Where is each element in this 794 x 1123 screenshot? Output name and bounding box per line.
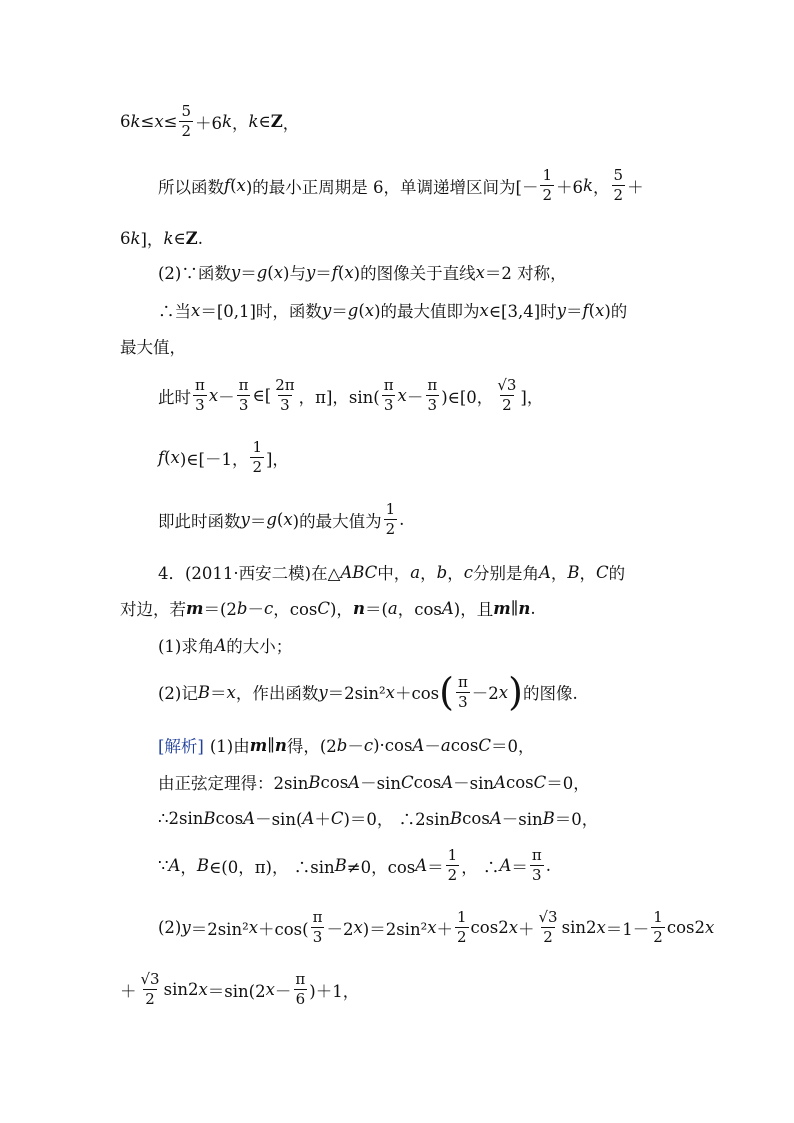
text: cos — [320, 772, 349, 792]
text: －2 — [471, 684, 499, 703]
text: 此时 — [158, 387, 191, 407]
denominator: 3 — [312, 928, 323, 946]
var: c — [363, 735, 374, 755]
text: ≤ — [140, 112, 155, 131]
text: ＝1－ — [605, 919, 650, 939]
fraction — [237, 378, 251, 413]
fraction — [425, 378, 439, 413]
var: x — [344, 262, 354, 282]
numerator: 1 — [542, 166, 553, 184]
text: (1)求角 — [158, 637, 215, 656]
var: A — [489, 808, 502, 828]
text: ＋cos — [394, 684, 440, 703]
var: b — [336, 735, 348, 755]
text: ＋ — [120, 981, 137, 1001]
var: c — [463, 562, 473, 582]
text: )∈[0， — [441, 387, 494, 407]
var: f — [158, 448, 165, 467]
var: C — [400, 772, 414, 792]
text: (2)记 — [158, 684, 198, 703]
denominator: 3 — [280, 396, 290, 414]
fraction — [293, 972, 307, 1007]
fraction — [540, 168, 554, 203]
numerator: 1 — [252, 438, 262, 456]
denominator: 2 — [385, 520, 396, 538]
numerator: 1 — [457, 908, 467, 926]
text: ( — [337, 262, 345, 282]
text: － — [347, 737, 364, 756]
var: C — [533, 772, 547, 792]
var: x — [283, 510, 293, 529]
text: ( — [267, 262, 274, 282]
var: k — [130, 228, 141, 248]
var: C — [317, 598, 330, 618]
text-line-15 — [0, 770, 794, 794]
text: ， — [180, 857, 197, 877]
vector: m — [493, 598, 511, 618]
text: －2 — [326, 919, 354, 939]
numerator: √3 — [538, 908, 558, 926]
numerator: π — [427, 376, 438, 394]
text: sin2 — [561, 918, 597, 937]
var: a — [440, 735, 451, 755]
numerator: π — [195, 376, 205, 394]
var: a — [410, 562, 421, 582]
text: 对边，若 — [120, 600, 186, 619]
var: x — [596, 918, 606, 937]
text: )， — [330, 600, 353, 619]
text: ＋ — [436, 919, 453, 939]
text: )·cos — [373, 735, 413, 755]
numerator: √3 — [497, 376, 517, 394]
text: ∥ — [510, 598, 519, 618]
var: B — [197, 682, 211, 702]
numerator: π — [531, 846, 542, 864]
var: A — [499, 856, 512, 875]
vector: n — [352, 598, 365, 618]
var: A — [302, 808, 315, 828]
var: x — [273, 262, 284, 282]
var: B — [567, 562, 580, 582]
text: ∈ — [258, 112, 271, 131]
var: f — [582, 300, 589, 320]
text-line-8 — [0, 440, 794, 475]
text: )的图像关于直线 — [353, 264, 476, 283]
text: )与 — [283, 264, 306, 283]
fraction — [311, 910, 325, 945]
var: C — [596, 562, 609, 582]
text: (1)由 — [209, 737, 250, 756]
var: A — [243, 808, 256, 828]
var: C — [478, 735, 491, 755]
text: －sin — [360, 774, 401, 793]
var: b — [436, 562, 448, 582]
text-line-6 — [0, 334, 794, 358]
var: x — [427, 918, 437, 937]
denominator: 3 — [427, 396, 438, 414]
var: x — [704, 918, 715, 937]
text-line-7 — [0, 378, 794, 413]
var: B — [450, 808, 463, 828]
denominator: 3 — [238, 396, 249, 414]
text-line-13 — [0, 670, 794, 714]
var: y — [181, 918, 191, 937]
numerator: 1 — [385, 500, 396, 518]
text: －sin( — [255, 810, 303, 829]
var: c — [263, 598, 274, 618]
var: A — [168, 856, 181, 875]
denominator: 3 — [458, 692, 468, 711]
var: A — [441, 772, 454, 792]
text: 由正弦定理得：2sin — [158, 774, 309, 793]
text: ＝ — [427, 857, 444, 877]
text: ∈[ — [252, 386, 272, 405]
text: ＋cos( — [258, 919, 309, 939]
var: k — [583, 176, 594, 195]
text-line-4 — [0, 260, 794, 284]
text: ， — [420, 564, 437, 583]
denominator: 3 — [195, 396, 205, 414]
text: ＝0， — [546, 774, 590, 793]
text: － — [406, 387, 424, 407]
text: ＝( — [364, 600, 388, 619]
fraction — [273, 378, 296, 413]
var: f — [224, 176, 231, 195]
denominator: 2 — [613, 186, 624, 204]
var: x — [170, 448, 180, 467]
var: B — [196, 856, 210, 875]
fraction — [651, 910, 665, 945]
var: x — [397, 386, 407, 405]
text: ＋ — [627, 177, 644, 197]
text: ]， — [266, 449, 289, 469]
problem-number: 4．(2011·西安二模)在△ — [158, 564, 341, 583]
text: ＝ — [566, 302, 583, 321]
var: x — [364, 300, 375, 320]
denominator: 2 — [447, 866, 458, 884]
text: . — [197, 228, 203, 248]
numerator: π — [312, 908, 323, 926]
text-line-1 — [0, 104, 794, 139]
text: cos — [505, 772, 534, 792]
text: ]， — [520, 387, 544, 407]
text: 分别是角 — [472, 564, 539, 583]
text: cos2 — [470, 918, 509, 937]
denominator: 2 — [145, 990, 155, 1008]
solution-label: [解析] — [158, 737, 204, 756]
fraction — [612, 168, 626, 203]
numerator: √3 — [140, 970, 160, 988]
var: B — [542, 808, 555, 828]
text-line-2 — [0, 168, 794, 203]
text: ＝ — [315, 264, 332, 283]
fraction — [446, 848, 460, 883]
right-paren: ) — [508, 670, 523, 714]
text: ≠0，cos — [346, 857, 416, 877]
fraction — [537, 910, 560, 945]
text: ，π]，sin( — [298, 387, 380, 407]
var: x — [208, 386, 219, 405]
text: ( — [164, 448, 171, 467]
left-paren: ( — [439, 670, 454, 714]
text: － — [424, 737, 441, 756]
var: k — [163, 228, 174, 248]
var: k — [130, 112, 141, 131]
text: sin2 — [163, 980, 199, 999]
text: 最大值， — [120, 338, 186, 357]
denominator: 2 — [543, 928, 553, 946]
text: 中， — [377, 564, 411, 583]
numerator: 1 — [447, 846, 458, 864]
text: ∴当 — [158, 302, 191, 321]
text: cos — [450, 735, 479, 755]
text: (2) — [158, 918, 182, 937]
text: )，且 — [453, 600, 494, 619]
fraction — [382, 378, 396, 413]
vector: n — [518, 598, 531, 618]
text-line-9 — [0, 502, 794, 537]
denominator: 2 — [542, 186, 553, 204]
numerator: 1 — [653, 908, 663, 926]
var: A — [538, 562, 551, 582]
text: 6 — [120, 112, 131, 131]
var: x — [385, 682, 395, 702]
text: ，cos — [397, 600, 442, 619]
var: A — [494, 772, 506, 792]
fraction — [193, 378, 207, 413]
text: ＝[0,1]时，函数 — [200, 302, 322, 321]
var: x — [508, 918, 518, 937]
text: . — [530, 598, 536, 618]
text: ， — [593, 177, 610, 197]
numerator: π — [457, 672, 468, 691]
var: k — [248, 112, 259, 131]
text: ∵ — [158, 856, 169, 875]
text-line-16 — [0, 806, 794, 830]
text: . — [399, 510, 405, 529]
fraction — [530, 848, 544, 883]
text: 的 — [608, 564, 626, 583]
var: x — [226, 682, 236, 702]
denominator: 2 — [502, 396, 512, 414]
text: cos2 — [666, 918, 705, 937]
vector: n — [274, 735, 287, 755]
text: －sin — [453, 774, 495, 793]
var: x — [248, 918, 258, 937]
text: － — [247, 600, 264, 619]
text-line-5 — [0, 298, 794, 322]
text: ( — [276, 510, 284, 529]
text: )的最小正周期是 6，单调递增区间为[－ — [245, 177, 539, 197]
text: 的大小； — [226, 637, 293, 656]
var: k — [222, 112, 233, 131]
var: y — [230, 262, 241, 282]
denominator: 2 — [181, 122, 192, 140]
text: cos — [413, 772, 442, 792]
var: y — [305, 262, 316, 282]
text: ， ∴ — [461, 857, 500, 877]
var: b — [236, 598, 248, 618]
var: A — [412, 735, 425, 755]
denominator: 6 — [295, 990, 306, 1008]
text: ]， — [140, 230, 164, 249]
denominator: 2 — [653, 928, 663, 946]
text: ＋ — [314, 810, 331, 829]
text: cos — [215, 808, 244, 828]
numerator: 5 — [181, 102, 192, 120]
var: x — [154, 112, 164, 131]
var: x — [191, 300, 201, 320]
text: ， — [579, 564, 597, 583]
text: ( — [588, 300, 596, 320]
denominator: 2 — [457, 928, 467, 946]
text: ∈ — [173, 228, 186, 248]
text: )的最大值为 — [292, 511, 382, 531]
numerator: π — [238, 376, 249, 394]
var: x — [595, 300, 605, 320]
text: ＋ — [518, 919, 535, 939]
numerator: π — [383, 376, 394, 394]
text: 6 — [120, 228, 131, 248]
var: x — [475, 262, 485, 282]
var: f — [331, 262, 338, 282]
var: A — [348, 772, 361, 792]
fraction — [456, 672, 470, 711]
text: ＋6 — [195, 113, 223, 133]
fraction — [384, 502, 398, 537]
text: －sin — [501, 810, 543, 829]
text: ＋6 — [556, 177, 584, 197]
text: )的 — [604, 302, 628, 321]
vector: m — [186, 598, 204, 618]
var: A — [214, 635, 227, 655]
text: )＝2sin² — [362, 919, 428, 939]
text: ， — [282, 113, 300, 133]
text: ≤ — [163, 112, 178, 131]
text: ＝0， — [554, 810, 599, 829]
var: A — [441, 598, 454, 618]
text-line-11 — [0, 596, 794, 620]
text: － — [218, 387, 235, 407]
text: ，作出函数 — [235, 684, 319, 703]
var: ABC — [340, 562, 378, 582]
text: )∈[－1， — [179, 449, 249, 469]
var: x — [479, 300, 489, 320]
text: ＝ — [511, 857, 528, 877]
text: )＝0， ∴2sin — [343, 810, 451, 829]
text: ， — [232, 113, 249, 133]
text-line-10 — [0, 560, 794, 584]
text: ＝2 对称， — [484, 264, 567, 283]
var: x — [265, 980, 275, 999]
denominator: 3 — [532, 866, 542, 884]
text-line-14 — [0, 733, 794, 757]
numerator: 2π — [275, 376, 295, 394]
text: ，cos — [273, 600, 318, 619]
text: 即此时函数 — [158, 511, 241, 531]
fraction — [495, 378, 518, 413]
fraction — [179, 104, 193, 139]
var: y — [318, 682, 328, 702]
text: 所以函数 — [158, 177, 224, 197]
text-line-17 — [0, 848, 794, 883]
var: a — [387, 598, 398, 618]
var: A — [415, 856, 428, 875]
text: ＝ — [240, 264, 257, 283]
numerator: π — [295, 970, 306, 988]
vector: m — [249, 735, 268, 755]
text: ＝sin(2 — [207, 981, 266, 1001]
text-line-19 — [0, 972, 794, 1007]
text: )＋1， — [309, 981, 360, 1001]
text: ∈[3,4]时 — [488, 302, 557, 321]
var: y — [321, 300, 332, 320]
text: ＝0， — [490, 737, 535, 756]
var: B — [203, 808, 216, 828]
text: ， — [550, 564, 568, 583]
var: x — [198, 980, 208, 999]
text-line-3 — [0, 226, 794, 250]
text: ∈(0，π)， ∴sin — [209, 857, 335, 877]
text-line-12 — [0, 633, 794, 657]
text: ( — [358, 300, 365, 320]
text: ＝2sin² — [190, 919, 249, 939]
var: g — [266, 510, 277, 529]
numerator: 5 — [613, 166, 624, 184]
text: ＝ — [210, 684, 227, 703]
text: 得，(2 — [286, 737, 337, 756]
text: ＝ — [249, 511, 267, 531]
denominator: 2 — [252, 458, 262, 476]
text: ∴2sin — [158, 808, 204, 828]
var: C — [330, 808, 344, 828]
text: . — [545, 856, 551, 875]
text: (2)∵函数 — [158, 264, 231, 283]
var: g — [347, 300, 359, 320]
denominator: 3 — [383, 396, 394, 414]
text: 的图像. — [522, 684, 578, 703]
var: x — [498, 682, 509, 702]
text: ( — [230, 176, 237, 195]
fraction — [250, 440, 264, 475]
text: ＝2sin² — [327, 684, 386, 703]
fraction — [139, 972, 162, 1007]
text-line-18 — [0, 910, 794, 945]
var: x — [236, 176, 246, 195]
text: ＝ — [331, 302, 348, 321]
text: ∥ — [267, 735, 275, 755]
var: x — [353, 918, 363, 937]
integer-set: Z — [270, 112, 283, 131]
var: y — [240, 510, 250, 529]
text: )的最大值即为 — [374, 302, 480, 321]
text: ， — [447, 564, 464, 583]
text: ＝(2 — [203, 600, 237, 619]
integer-set: Z — [185, 228, 198, 248]
var: g — [256, 262, 268, 282]
var: B — [308, 772, 321, 792]
text: － — [274, 981, 292, 1001]
text: cos — [462, 808, 490, 828]
var: y — [556, 300, 566, 320]
fraction — [455, 910, 469, 945]
var: B — [334, 856, 347, 875]
